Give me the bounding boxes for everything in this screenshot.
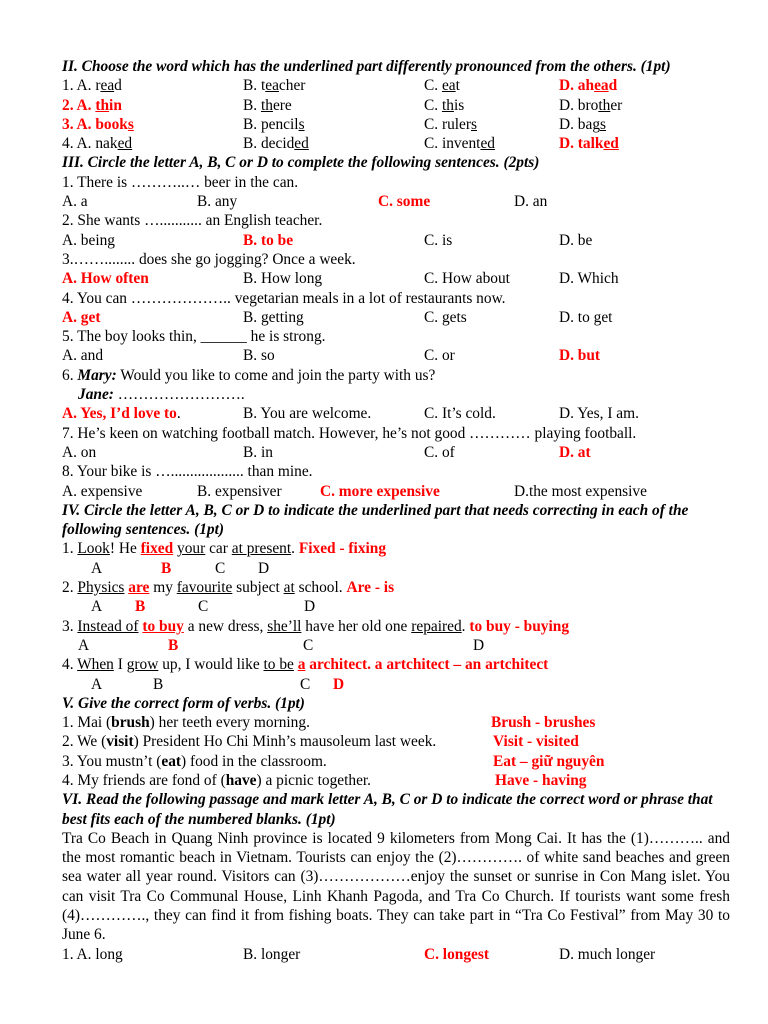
text: .: [461, 617, 470, 635]
text: 1. Mai (: [62, 714, 112, 732]
question-number: 6.: [62, 366, 78, 384]
label-b: B: [153, 675, 164, 693]
option-b: [243, 96, 292, 115]
q3-3-stem: 3.……........ does she go jogging? Once a week.: [62, 250, 356, 268]
option-a-answer-wrap: [62, 404, 181, 423]
text: I: [113, 656, 127, 674]
option-d: D. Yes, I am.: [559, 405, 639, 423]
pre: 1. A. r: [62, 77, 101, 95]
underlined-part: th: [441, 96, 454, 114]
answer: Eat – giữ nguyên: [493, 752, 605, 770]
underlined-b: grow: [126, 656, 159, 674]
underlined-a: When: [77, 656, 114, 674]
option-d: D. Which: [559, 270, 619, 288]
q4-1-sentence: [62, 539, 730, 558]
option-b: B. getting: [243, 308, 304, 326]
q3-6-stem: [62, 366, 730, 385]
pronunciation-row: [62, 76, 730, 95]
jane-line: …………………….: [113, 386, 245, 404]
option-b: B. You are welcome.: [243, 405, 372, 423]
option-d: D. an: [514, 193, 548, 211]
q3-6-reply: [62, 385, 730, 404]
option-b: B. expensiver: [197, 482, 282, 500]
verb-form-row: [62, 732, 730, 751]
option-d: D. be: [559, 231, 593, 249]
option-b: [243, 134, 309, 153]
label-a: A: [91, 559, 103, 577]
q4-3-labels: [62, 636, 730, 655]
q4-4-labels: [62, 675, 730, 694]
post: er: [610, 96, 623, 114]
text: car: [205, 540, 232, 558]
underlined-b-error: to buy: [142, 617, 184, 635]
section-2-heading: II. Choose the word which has the underlined part differently pronounced from the others. (1pt): [62, 58, 671, 75]
option-c: C. How about: [424, 270, 510, 288]
q3-7-stem: 7. He’s keen on watching football match. However, he’s not good ………… playing football.: [62, 424, 637, 442]
option-a: 1. A. long: [62, 945, 123, 963]
option-b: B. How long: [243, 270, 323, 288]
label-d: D: [304, 598, 316, 616]
text: school.: [294, 579, 347, 597]
verb-form-row: [62, 752, 730, 771]
option-a-period: .: [176, 405, 181, 423]
option-d: [559, 96, 622, 115]
option-b: [243, 115, 305, 134]
option-d-answer: [559, 134, 619, 153]
verb-form-row: [62, 771, 730, 790]
option-b: B. so: [243, 347, 275, 365]
q4-2-labels: [62, 597, 730, 616]
underlined-part: th: [260, 96, 273, 114]
text: my: [149, 579, 177, 597]
pre: C. ruler: [424, 115, 472, 133]
option-a-answer: A. How often: [62, 270, 149, 288]
option-a-answer: [62, 115, 134, 134]
pre: 3. A. book: [62, 115, 128, 133]
option-d: D. to get: [559, 308, 613, 326]
text: .: [291, 540, 299, 558]
label-d-answer: D: [333, 675, 345, 693]
option-a-answer: A. Yes, I’d love to: [62, 405, 177, 423]
underlined-a: Instead of: [77, 617, 139, 635]
q3-1-options: [62, 192, 730, 211]
verb-form-row: [62, 713, 730, 732]
correction: Are - is: [346, 579, 395, 597]
post: in: [109, 96, 122, 114]
pre: D. bro: [559, 96, 599, 114]
label-b-answer: B: [135, 598, 146, 616]
post: t: [455, 77, 460, 95]
text: 4.: [62, 656, 78, 674]
q4-2-sentence: [62, 578, 730, 597]
post: is: [453, 96, 465, 114]
option-a: [62, 134, 132, 153]
option-c: C. gets: [424, 308, 467, 326]
option-c: [424, 115, 477, 134]
post: d: [608, 77, 618, 95]
option-d-answer: D. but: [559, 347, 601, 365]
option-a: A. and: [62, 347, 104, 365]
option-a: A. a: [62, 193, 88, 211]
verb: brush: [111, 714, 150, 732]
option-b: B. any: [197, 193, 238, 211]
option-d-answer: [559, 76, 617, 95]
correction: to buy - buying: [469, 617, 570, 635]
pre: D. ah: [559, 77, 595, 95]
pre: D. bag: [559, 115, 601, 133]
section-2-rows: [62, 76, 730, 153]
pre: B. decid: [243, 135, 295, 153]
label-a: A: [78, 636, 90, 654]
section-3-heading: III. Circle the letter A, B, C or D to complete the following sentences. (2pts): [62, 154, 540, 172]
option-c: C. of: [424, 443, 455, 461]
q3-5-stem: 5. The boy looks thin, ______ he is strong.: [62, 328, 326, 346]
pre: C.: [424, 77, 442, 95]
q4-1-labels: [62, 559, 730, 578]
correction: architect. a artchitect – an artchitect: [305, 656, 549, 674]
underlined-a: Look: [77, 540, 110, 558]
underlined-part: ed: [480, 135, 495, 153]
underlined-d-error: a: [297, 656, 306, 674]
underlined-part: s: [471, 115, 478, 133]
underlined-d: repaired: [411, 617, 462, 635]
option-c: C. is: [424, 231, 453, 249]
underlined-b-error: fixed: [140, 540, 174, 558]
reading-passage: Tra Co Beach in Quang Ninh province is located 9 kilometers from Mong Cai. It has the (1)……….. and the most romantic beach in Vietnam. Tourists can enjoy the (2)…………. of white sand beaches and green sea water all year round. Visitors can (3)………………enjoy the sunset or sunrise in Con Mang islet. You can visit Tra Co Communal House, Linh Khanh Pagoda, and Tra Co Church. If tourists want some fresh (4)…………., they can find it from fishing boats. They can take part in “Tra Co Festival” from May 30 to June 6.: [62, 829, 730, 944]
answer: Have - having: [495, 771, 587, 789]
pre: B.: [243, 96, 261, 114]
section-5-heading: V. Give the correct form of verbs. (1pt): [62, 694, 305, 712]
underlined-c: your: [177, 540, 206, 558]
option-b: [243, 76, 305, 95]
underlined-part: ea: [441, 77, 456, 95]
pre: D. talk: [559, 135, 604, 153]
option-c-answer: C. more expensive: [320, 482, 440, 500]
q6-1-options: [62, 945, 730, 964]
label-c: C: [300, 675, 311, 693]
q4-3-sentence: [62, 617, 730, 636]
speaker-jane: Jane:: [78, 386, 114, 404]
q3-4-options: [62, 308, 730, 327]
text: up, I would like: [158, 656, 264, 674]
verb: have: [225, 771, 257, 789]
underlined-c: she’ll: [267, 617, 302, 635]
option-a: A. on: [62, 443, 97, 461]
pre: B. pencil: [243, 115, 299, 133]
option-d: [559, 115, 606, 134]
pronunciation-row: [62, 96, 730, 115]
text: 4. My friends are fond of (: [62, 771, 226, 789]
text: ) a picnic together.: [256, 771, 372, 789]
underlined-part: ed: [603, 135, 619, 153]
label-b-answer: B: [161, 559, 172, 577]
underlined-c: favourite: [176, 579, 233, 597]
pre: 2. A.: [62, 96, 96, 114]
underlined-part: ed: [117, 135, 133, 153]
q3-5-options: [62, 346, 730, 365]
text: 2. We (: [62, 733, 107, 751]
underlined-part: ea: [594, 77, 609, 95]
section-4-heading: IV. Circle the letter A, B, C or D to indicate the underlined part that needs correcting in each of the following sentences. (1pt): [62, 501, 689, 539]
q3-6-options: [62, 404, 730, 423]
option-a: A. being: [62, 231, 116, 249]
option-c: C. or: [424, 347, 455, 365]
underlined-d: at present: [231, 540, 292, 558]
underlined-c: to be: [263, 656, 294, 674]
q3-2-stem: 2. She wants …........... an English teacher.: [62, 212, 323, 230]
text: ) food in the classroom.: [181, 752, 327, 770]
label-c: C: [215, 559, 226, 577]
underlined-part: s: [298, 115, 305, 133]
underlined-a: Physics: [77, 579, 125, 597]
pre: C.: [424, 96, 442, 114]
q3-1-stem: 1. There is ………..… beer in the can.: [62, 173, 299, 191]
option-c-answer: C. longest: [424, 945, 489, 963]
underlined-part: s: [600, 115, 607, 133]
option-c: [424, 96, 464, 115]
answer: Visit - visited: [493, 733, 579, 751]
underlined-part: s: [127, 115, 134, 133]
text: 2.: [62, 579, 78, 597]
underlined-part: ea: [100, 77, 115, 95]
speaker-mary: Mary:: [77, 366, 117, 384]
verb: visit: [106, 733, 134, 751]
option-a-answer: [62, 96, 122, 115]
underlined-part: th: [95, 96, 110, 114]
pronunciation-row: [62, 134, 730, 153]
option-b-answer: B. to be: [243, 231, 294, 249]
correction: Fixed - fixing: [298, 540, 387, 558]
text: have her old one: [301, 617, 412, 635]
text: subject: [232, 579, 284, 597]
label-d: D: [473, 636, 485, 654]
text: 3.: [62, 617, 78, 635]
text: a new dress,: [183, 617, 268, 635]
option-c: [424, 76, 460, 95]
q3-8-stem: 8. Your bike is …................... than mine.: [62, 463, 313, 481]
text: ) President Ho Chi Minh’s mausoleum last week.: [133, 733, 437, 751]
text: 3. You mustn’t (: [62, 752, 162, 770]
option-a-answer: A. get: [62, 308, 101, 326]
option-a: [62, 76, 122, 95]
label-d: D: [258, 559, 270, 577]
text: ! He: [109, 540, 141, 558]
pronunciation-row: [62, 115, 730, 134]
q4-4-sentence: [62, 655, 730, 674]
option-d: D. much longer: [559, 945, 656, 963]
post: cher: [278, 77, 306, 95]
underlined-part: ea: [265, 77, 279, 95]
label-c: C: [303, 636, 314, 654]
label-b-answer: B: [168, 636, 179, 654]
option-b: B. longer: [243, 945, 301, 963]
option-b: B. in: [243, 443, 273, 461]
label-a: A: [91, 598, 103, 616]
verb: eat: [161, 752, 182, 770]
q3-3-options: [62, 269, 730, 288]
pre: 4. A. nak: [62, 135, 118, 153]
q3-4-stem: 4. You can ……………….. vegetarian meals in a lot of restaurants now.: [62, 289, 506, 307]
post: d: [114, 77, 122, 95]
label-a: A: [91, 675, 103, 693]
text: ) her teeth every morning.: [149, 714, 310, 732]
worksheet: [62, 57, 730, 964]
mary-line: Would you like to come and join the party with us?: [116, 366, 436, 384]
underlined-part: th: [598, 96, 611, 114]
option-c-answer: C. some: [378, 193, 431, 211]
underlined-d: at: [283, 579, 295, 597]
section-6-heading: VI. Read the following passage and mark letter A, B, C or D to indicate the correct word or phrase that best fits each of the numbered blanks. (1pt): [62, 791, 713, 828]
pre: B. t: [243, 77, 266, 95]
option-c: C. It’s cold.: [424, 405, 496, 423]
option-d-answer: D. at: [559, 443, 591, 461]
section-5-rows: [62, 713, 730, 790]
pre: C. invent: [424, 135, 481, 153]
option-d: D.the most expensive: [514, 482, 647, 500]
underlined-b-error: are: [128, 579, 150, 597]
underlined-part: ed: [294, 135, 309, 153]
text: 1.: [62, 540, 78, 558]
q3-2-options: [62, 231, 730, 250]
q3-7-options: [62, 443, 730, 462]
post: ere: [272, 96, 292, 114]
answer: Brush - brushes: [491, 714, 596, 732]
option-c: [424, 134, 495, 153]
label-c: C: [198, 598, 209, 616]
q3-8-options: [62, 482, 730, 501]
option-a: A. expensive: [62, 482, 143, 500]
